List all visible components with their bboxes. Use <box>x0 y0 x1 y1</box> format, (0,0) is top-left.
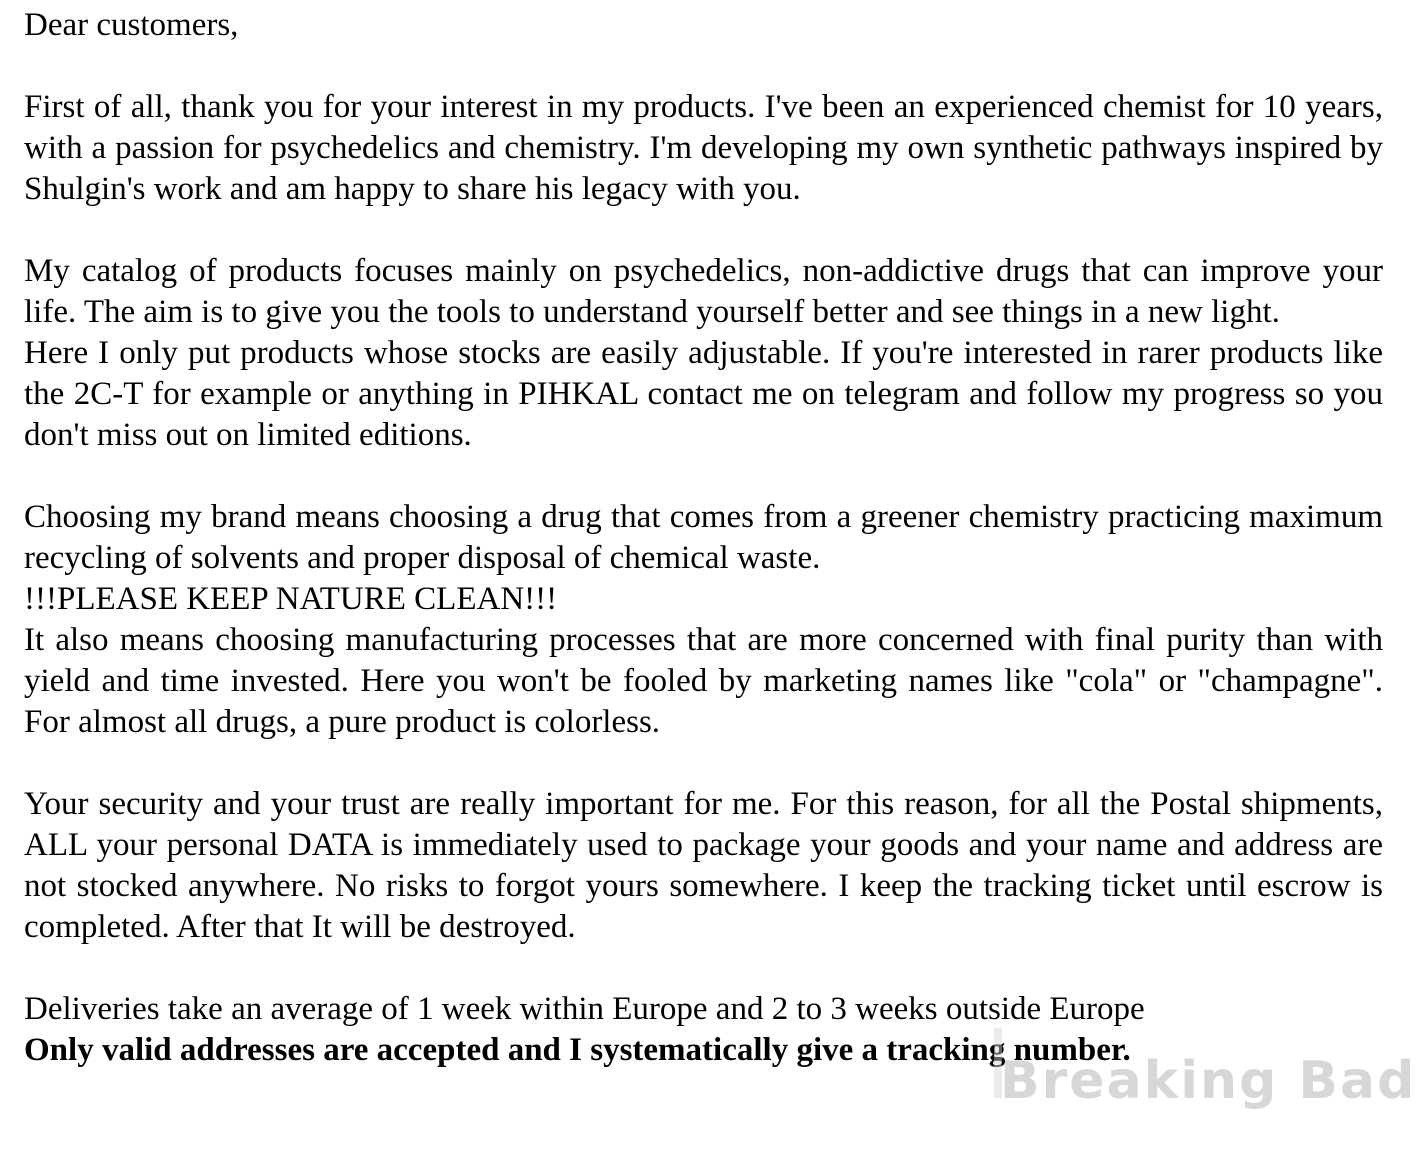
purity-paragraph: It also means choosing manufacturing processes that are more concerned with final purity than with yield and time invested. Here you won't be fooled by marketing names like "cola" or "champagne". For almost all drugs, a pure product is colorless. <box>24 622 1383 740</box>
green-chemistry-paragraph: Choosing my brand means choosing a drug that comes from a greener chemistry practicing maximum recycling of solvents and proper disposal of chemical waste. <box>24 499 1383 576</box>
watermark <box>1000 1046 1416 1116</box>
letter-body <box>24 5 1383 1071</box>
catalog-paragraph: My catalog of products focuses mainly on psychedelics, non-addictive drugs that can improve your life. The aim is to give you the tools to understand yourself better and see things in a new light. <box>24 253 1383 330</box>
nature-notice: !!!PLEASE KEEP NATURE CLEAN!!! <box>24 581 558 617</box>
paragraph-gap <box>24 46 1383 87</box>
greeting: Dear customers, <box>24 7 239 43</box>
paragraph-gap <box>24 948 1383 989</box>
paragraph-gap <box>24 456 1383 497</box>
stock-paragraph: Here I only put products whose stocks are easily adjustable. If you're interested in rarer products like the 2C-T for example or anything in PIHKAL contact me on telegram and follow my progress so you don't miss out on limited editions. <box>24 335 1383 453</box>
security-paragraph: Your security and your trust are really important for me. For this reason, for all the Postal shipments, ALL your personal DATA is immediately used to package your goods and your name and address are not stocked anywhere. No risks to forgot yours somewhere. I keep the tracking ticket until escrow is completed. After that It will be destroyed. <box>24 786 1383 945</box>
paragraph-gap <box>24 210 1383 251</box>
watermark-text: Breaking Bad <box>1000 1051 1417 1111</box>
delivery-paragraph: Deliveries take an average of 1 week within Europe and 2 to 3 weeks outside Europe <box>24 991 1145 1027</box>
tracking-notice: Only valid addresses are accepted and I systematically give a tracking number. <box>24 1032 1131 1068</box>
paragraph-gap <box>24 743 1383 784</box>
watermark-bar <box>994 1028 1002 1098</box>
intro-paragraph: First of all, thank you for your interest in my products. I've been an experienced chemist for 10 years, with a passion for psychedelics and chemistry. I'm developing my own synthetic pathways inspired by Shulgin's work and am happy to share his legacy with you. <box>24 89 1383 207</box>
